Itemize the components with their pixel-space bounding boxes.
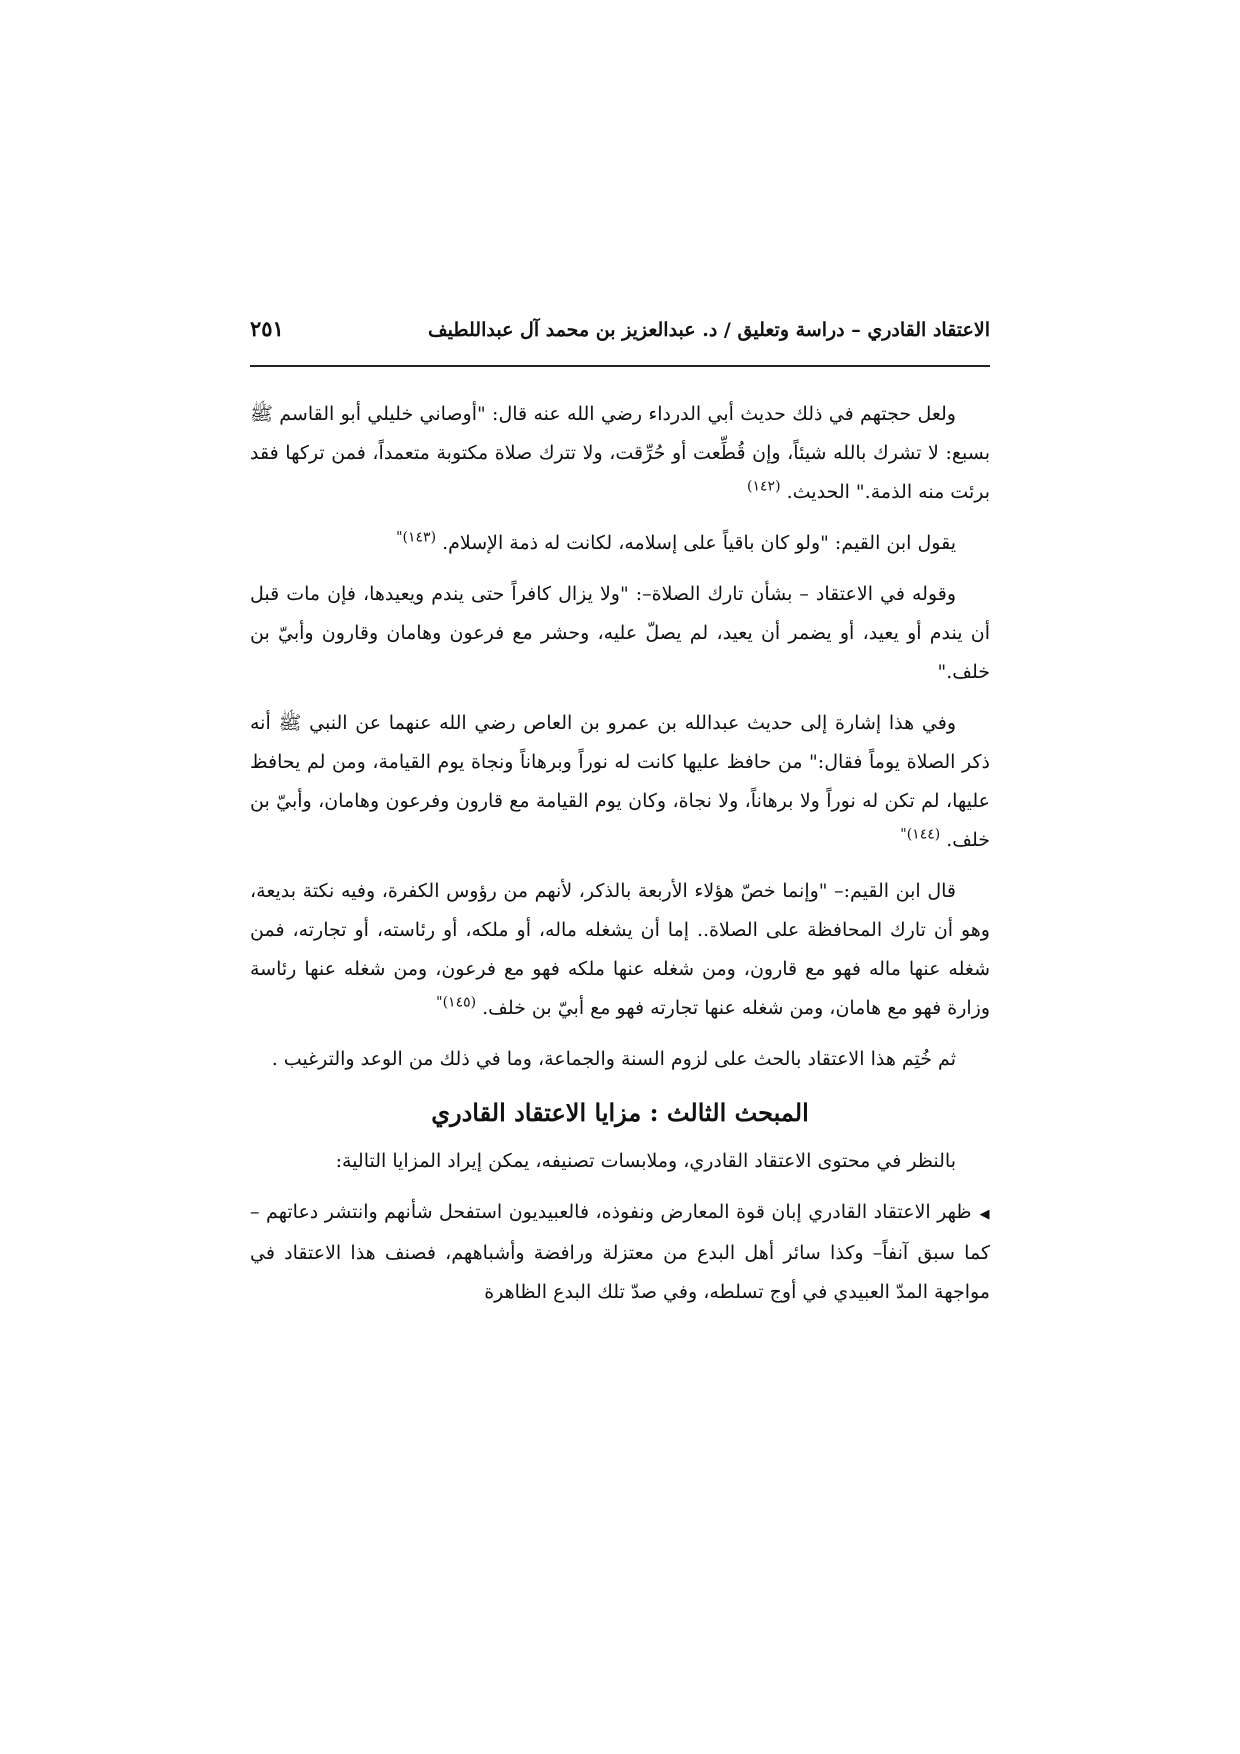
paragraph-text: وقوله في الاعتقاد – بشأن تارك الصلاة–: "ولا يزال كافراً حتى يندم ويعيدها، فإن مات قبل أن يندم أو يعيد، أو يضمر أن يعيد، لم يصلّ عليه، وحشر مع فرعون وهامان وقارون وأبيّ بن خلف." <box>250 583 990 683</box>
paragraph <box>250 395 990 512</box>
footnote-marker: (١٤٤)" <box>900 826 941 843</box>
paragraph-text: وفي هذا إشارة إلى حديث عبدالله بن عمرو بن العاص رضي الله عنهما عن النبي ﷺ أنه ذكر الصلاة يوماً فقال:" من حافظ عليها كانت له نوراً وبرهاناً ونجاة يوم القيامة، ومن لم يحافظ عليها، لم تكن له نوراً ولا برهاناً، ولا نجاة، وكان يوم القيامة مع قارون وفرعون وهامان، وأبيّ بن خلف. <box>250 712 990 851</box>
page-body <box>250 395 990 1324</box>
bullet-item <box>250 1193 990 1312</box>
paragraph <box>250 575 990 692</box>
triangle-bullet-icon: ◀ <box>979 1207 990 1222</box>
paragraph-text: يقول ابن القيم: "ولو كان باقياً على إسلامه، لكانت له ذمة الإسلام. <box>442 532 956 554</box>
page-number: ٢٥١ <box>250 316 284 341</box>
section-heading: المبحث الثالث : مزايا الاعتقاد القادري <box>431 1098 809 1127</box>
footnote-marker: (١٤٣)" <box>396 529 437 546</box>
intro-paragraph: بالنظر في محتوى الاعتقاد القادري، وملابسات تصنيفه، يمكن إيراد المزايا التالية: <box>335 1150 956 1172</box>
header-rule <box>250 365 990 367</box>
paragraph-text: ثم خُتِم هذا الاعتقاد بالحث على لزوم السنة والجماعة، وما في ذلك من الوعد والترغيب . <box>271 1048 956 1070</box>
bullet-text: ظهر الاعتقاد القادري إبان قوة المعارض ونفوذه، فالعبيديون استفحل شأنهم وانتشر دعاتهم – كما سبق آنفاً– وكذا سائر أهل البدع من معتزلة ورافضة وأشباههم، فصنف هذا الاعتقاد في مواجهة المدّ العبيدي في أوج تسلطه، وفي صدّ تلك البدع الظاهرة <box>250 1201 990 1303</box>
paragraph <box>250 524 990 563</box>
paragraph <box>250 1040 990 1079</box>
running-title: الاعتقاد القادري – دراسة وتعليق / د. عبدالعزيز بن محمد آل عبداللطيف <box>428 319 990 341</box>
paragraph <box>250 872 990 1028</box>
footnote-marker: (١٤٥)" <box>436 994 477 1011</box>
paragraph <box>250 704 990 860</box>
page-header <box>250 316 990 341</box>
footnote-marker: (١٤٢) <box>747 478 781 495</box>
paragraph-text: قال ابن القيم:– "وإنما خصّ هؤلاء الأربعة بالذكر، لأنهم من رؤوس الكفرة، وفيه نكتة بديعة، وهو أن تارك المحافظة على الصلاة.. إما أن يشغله ماله، أو ملكه، أو رئاسته، أو تجارته، فمن شغله عنها ماله فهو مع قارون، ومن شغله عنها ملكه فهو مع فرعون، ومن شغله عنها رئاسة وزارة فهو مع هامان، ومن شغله عنها تجارته فهو مع أبيّ بن خلف. <box>250 880 990 1019</box>
paragraph-text: ولعل حجتهم في ذلك حديث أبي الدرداء رضي الله عنه قال: "أوصاني خليلي أبو القاسم ﷺ بسبع: لا تشرك بالله شيئاً، وإن قُطِّعت أو حُرِّقت، ولا تترك صلاة مكتوبة متعمداً، فمن تركها فقد برئت منه الذمة." الحديث. <box>250 403 990 503</box>
